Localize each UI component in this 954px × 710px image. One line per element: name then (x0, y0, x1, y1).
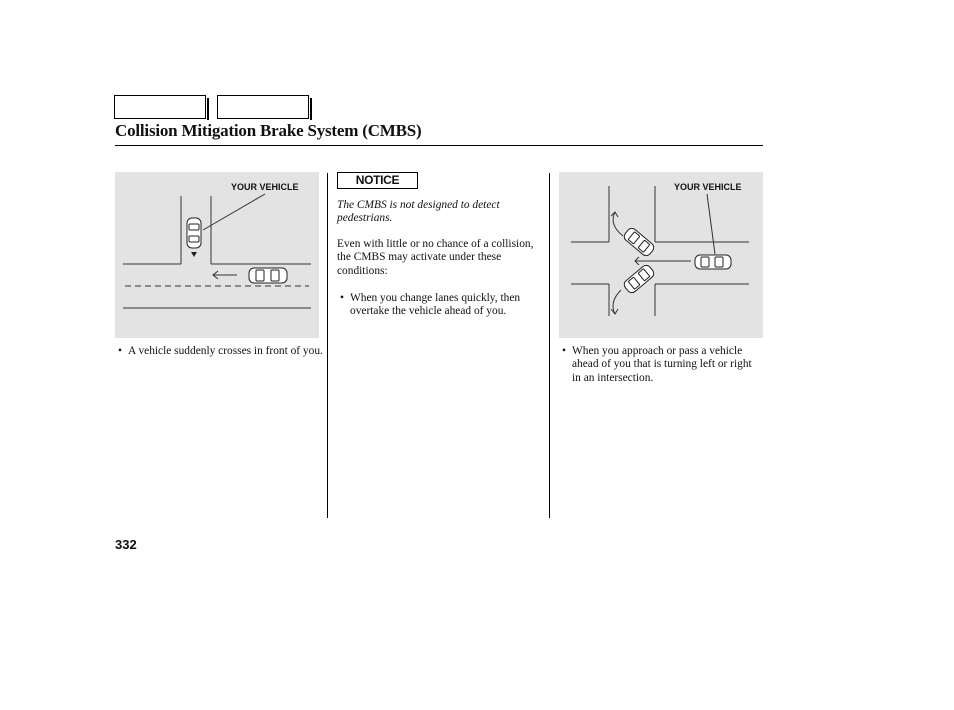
crossing-vehicle-illustration (115, 172, 319, 338)
title-divider (115, 145, 763, 146)
nav-tab-box-1[interactable] (114, 95, 206, 119)
your-vehicle-label: YOUR VEHICLE (674, 182, 742, 192)
notice-text: The CMBS is not designed to detect pedestrians. (337, 199, 500, 225)
nav-tab-box-2[interactable] (217, 95, 309, 119)
page-number: 332 (115, 537, 137, 552)
middle-bullet: • When you change lanes quickly, then overtake the vehicle ahead of you. (339, 292, 552, 319)
column-divider-right (549, 173, 550, 518)
your-vehicle-label: YOUR VEHICLE (231, 182, 299, 192)
intersection-turn-illustration (559, 172, 763, 338)
notice-badge: NOTICE (337, 172, 418, 189)
page-title: Collision Mitigation Brake System (CMBS) (115, 121, 422, 140)
left-bullet: • A vehicle suddenly crosses in front of you. (117, 345, 333, 358)
intro-text: Even with little or no chance of a collision, the CMBS may activate under these conditions: (337, 238, 534, 277)
right-bullet: • When you approach or pass a vehicle ahead of you that is turning left or right in an intersection. (561, 345, 762, 385)
